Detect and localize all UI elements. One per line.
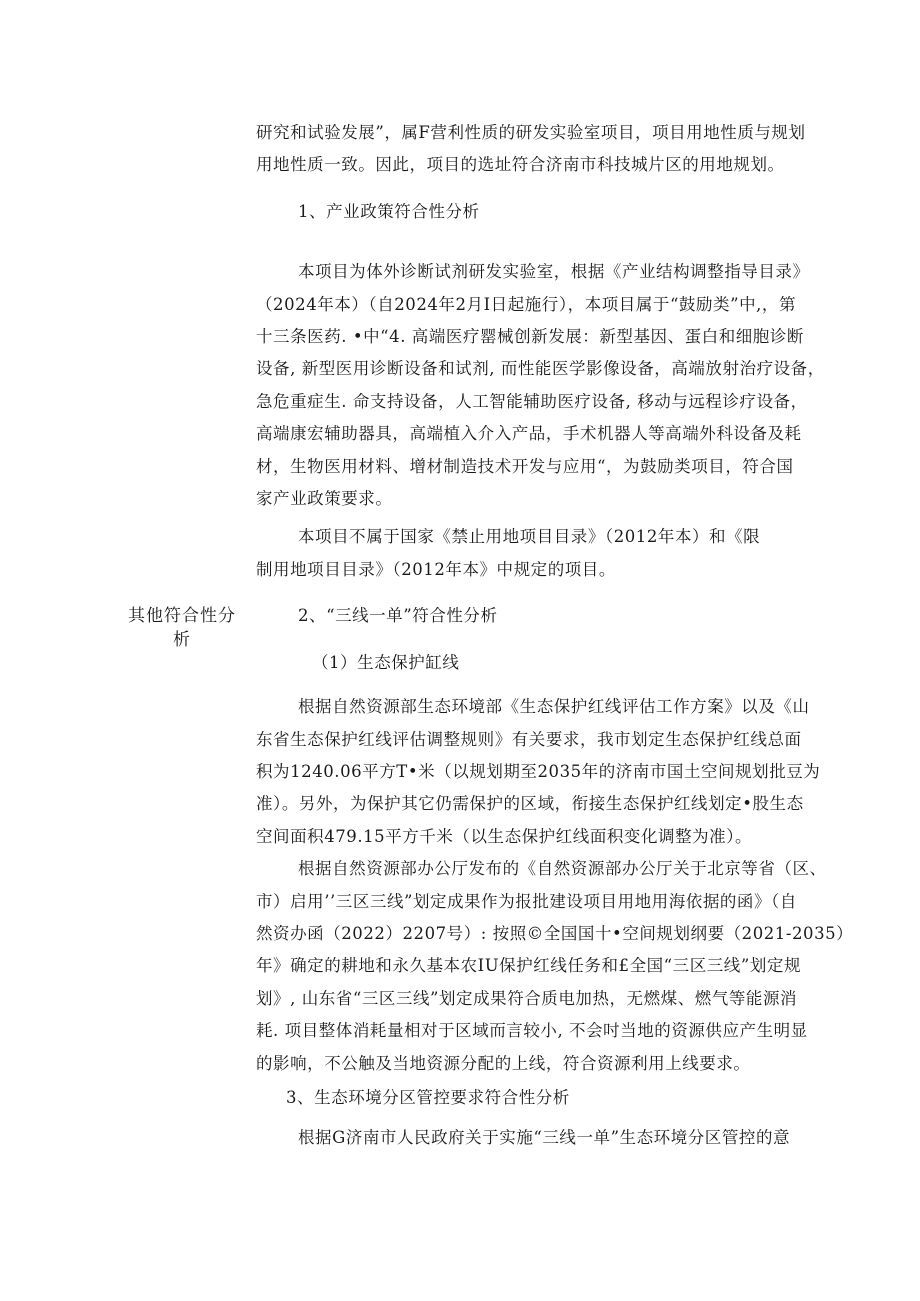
heading-industry-policy: 1、产业政策符合性分析: [298, 201, 480, 221]
eco-line: 东省生态保护红线评估调整规则》有关要求，我市划定生态保护红线总面: [256, 729, 802, 749]
intro-line: 研究和试验发展”，属F营利性质的研发实验室项目，项目用地性质与规划: [256, 123, 806, 142]
prohibited-line: 本项目不属于国家《禁止用地项目目录》（2012年本）和《限: [298, 527, 761, 547]
resource-line: 根据自然资源部办公厅发布的《自然资源部办公厅关于北京等省（区、: [298, 859, 827, 879]
industry-line: 高端康宏辅助器具，高端植入介入产品，手术机器人等高端外科设备及耗: [256, 424, 802, 444]
eco-line: 根据自然资源部生态环境部《生态保护红线评估工作方案》以及《山: [298, 697, 810, 717]
industry-line: 急危重症生. 命支持设备，人工智能辅助医疗设备, 移动与远程诊疗设备，: [256, 391, 808, 411]
industry-line: 十三条医药. •中“4. 高端医疗罂械创新发展：新型基因、蛋白和细胞诊断: [256, 327, 804, 347]
industry-line: 材，生物医用材料、增材制造技术开发与应用“，为鼓励类项目，符合国: [256, 456, 794, 476]
resource-line: 划》, 山东省“三区三线”划定成果符合质电加热，无燃煤、燃气等能源消: [256, 988, 798, 1008]
intro-line: 用地性质一致。因此，项目的选址符合济南市科技城片区的用地规划。: [256, 155, 785, 175]
eco-line: 积为1240.06平方T•米（以规划期至2035年的济南市国土空间规划批豆为: [256, 761, 821, 781]
industry-line: 家产业政策要求。: [256, 489, 393, 509]
industry-line: 设备, 新型医用诊断设备和试剂, 而性能医学影像设备，高端放射治疗设备，: [256, 359, 825, 379]
heading-env-zoning: 3、生态环境分区管控要求符合性分析: [286, 1087, 570, 1107]
resource-line: 的影响，不公触及当地资源分配的上线，符合资源利用上线要求。: [256, 1053, 751, 1073]
resource-line: 年》确定的耕地和永久基本农IU保护红线任务和£全国“三区三线”划定规: [256, 956, 801, 976]
resource-line: 市）启用’’三区三线”划定成果作为报批建设项目用地用海依据的函》（自: [256, 891, 797, 911]
industry-line: 本项目为体外诊断试剂研发实验室，根据《产业结构调整指导目录》: [298, 262, 810, 282]
heading-eco-redline: （1）生态保护缸线: [312, 652, 460, 672]
resource-line: 耗. 项目整体消耗量相对于区域而言较小, 不会吋当地的资源供应产生明显: [256, 1021, 808, 1041]
env-zoning-line: 根据G济南市人民政府关于实施“三线一单”生态环境分区管控的意: [298, 1128, 791, 1148]
eco-line: 空间面积479.15平方千米（以生态保护红线面积变化调整为准）。: [256, 826, 753, 846]
resource-line: 然资办函（2022）2207号）: 按照©全国国十•空间规划纲要（2021-2035）: [256, 923, 854, 943]
heading-sanxian: 2、“三线一单”符合性分析: [298, 606, 498, 626]
eco-line: 准）。另外，为保护其它仍需保护的区域，衔接生态保护红线划定•股生态: [256, 794, 804, 814]
sidebar-label: 其他符合性分析: [128, 606, 236, 650]
prohibited-line: 制用地项目目录》（2012年本》中规定的项目。: [256, 559, 616, 579]
document-body: [256, 117, 854, 1155]
industry-line: （2024年本）（自2024年2月I日起施行），本项目属于“鼓励类”中,，第: [256, 294, 797, 314]
